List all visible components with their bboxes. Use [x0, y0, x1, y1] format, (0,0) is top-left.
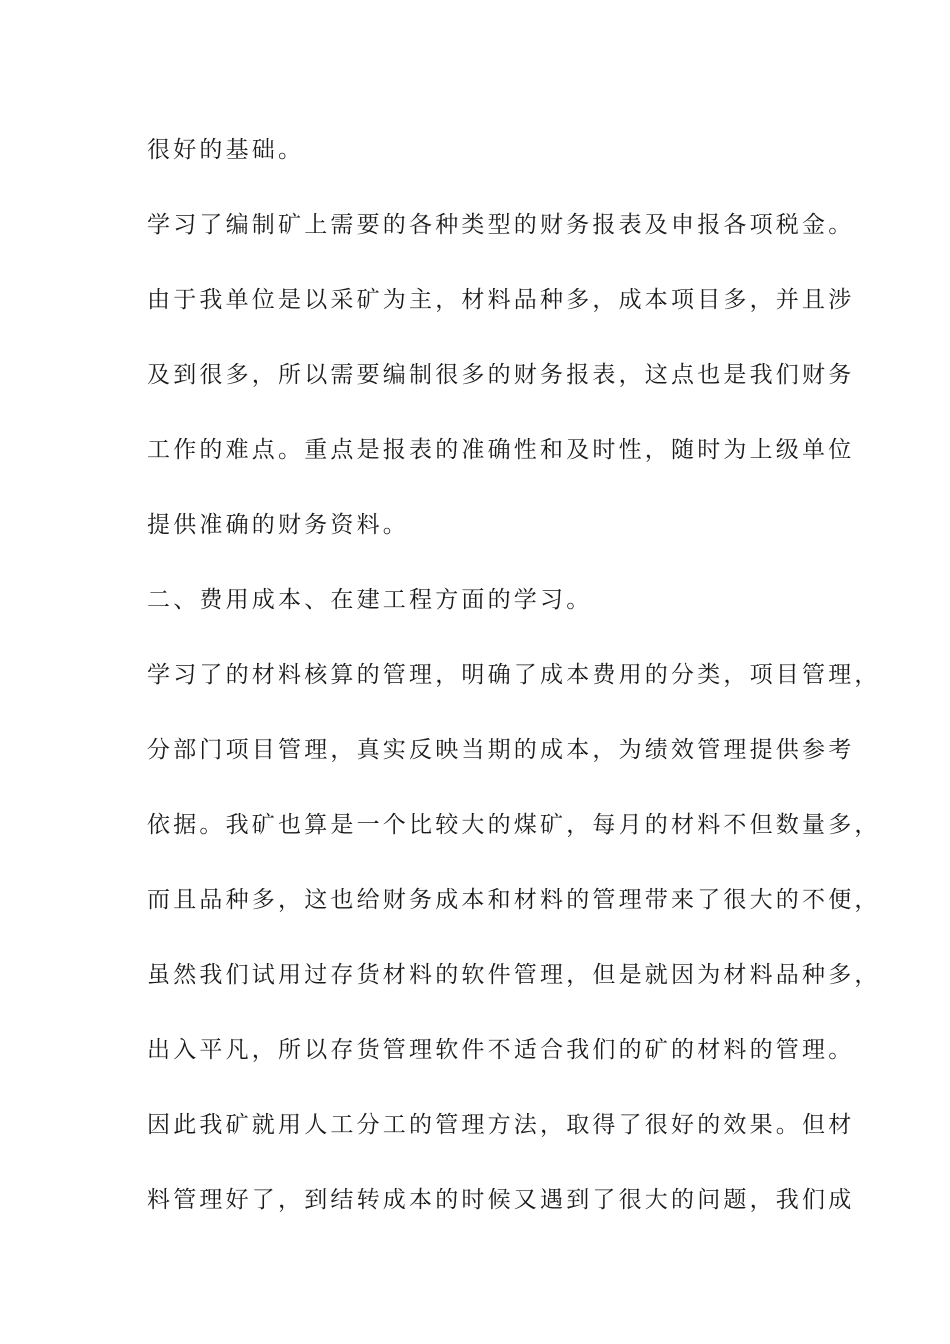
- text-line-6: 提供准确的财务资料。: [147, 512, 409, 538]
- text-line-5: 工作的难点。重点是报表的准确性和及时性，随时为上级单位: [147, 437, 855, 463]
- text-line-4: 及到很多，所以需要编制很多的财务报表，这点也是我们财务: [147, 362, 855, 388]
- text-line-1: 很好的基础。: [147, 137, 305, 163]
- text-line-14: 因此我矿就用人工分工的管理方法，取得了很好的效果。但材: [147, 1112, 855, 1138]
- text-line-8: 学习了的材料核算的管理，明确了成本费用的分类，项目管理，: [147, 662, 881, 688]
- text-line-3: 由于我单位是以采矿为主，材料品种多，成本项目多，并且涉: [147, 287, 855, 313]
- text-line-12: 虽然我们试用过存货材料的软件管理，但是就因为材料品种多，: [147, 962, 881, 988]
- text-line-2: 学习了编制矿上需要的各种类型的财务报表及申报各项税金。: [147, 212, 855, 238]
- text-line-15: 料管理好了，到结转成本的时候又遇到了很大的问题，我们成: [147, 1187, 855, 1213]
- text-line-10: 依据。我矿也算是一个比较大的煤矿，每月的材料不但数量多，: [147, 812, 881, 838]
- text-line-9: 分部门项目管理，真实反映当期的成本，为绩效管理提供参考: [147, 737, 855, 763]
- section-heading: 二、费用成本、在建工程方面的学习。: [147, 587, 593, 613]
- text-line-13: 出入平凡，所以存货管理软件不适合我们的矿的材料的管理。: [147, 1037, 855, 1063]
- text-line-11: 而且品种多，这也给财务成本和材料的管理带来了很大的不便，: [147, 887, 881, 913]
